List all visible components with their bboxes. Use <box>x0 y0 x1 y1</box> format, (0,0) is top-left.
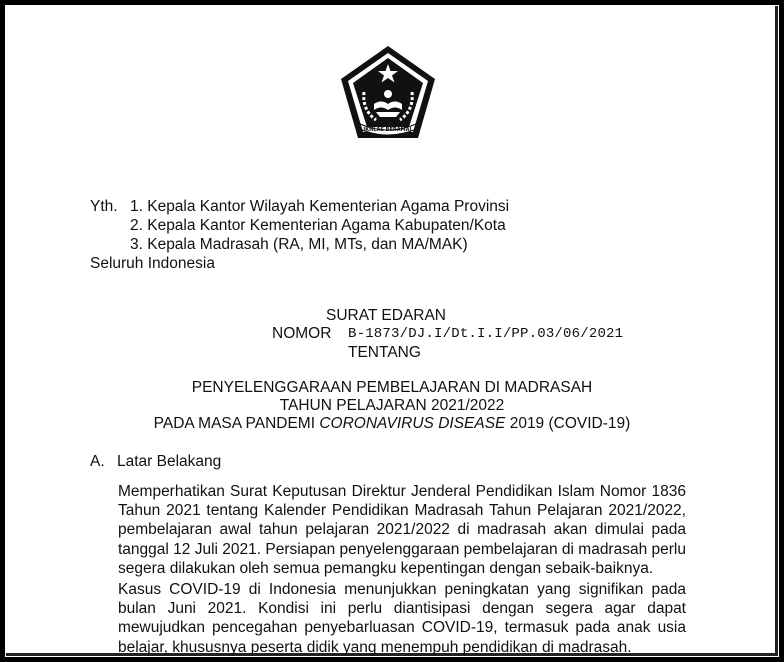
paragraph-2-line-3: mewujudkan pencegahan penyebarluasan COVID-19, termasuk pada anak usia <box>118 619 686 637</box>
recipient-item-3: 3. Kepala Madrasah (RA, MI, MTs, dan MA/MAK) <box>130 236 468 253</box>
emblem-motto: IKHLAS BERAMAL <box>363 127 413 133</box>
paragraph-2 <box>118 580 686 657</box>
paragraph-1 <box>118 482 686 578</box>
recipient-item-2: 2. Kepala Kantor Kementerian Agama Kabupaten/Kota <box>130 217 506 234</box>
paragraph-2-line-2: bulan Juni 2021. Kondisi ini perlu diantisipasi dengan segera agar dapat <box>118 600 686 618</box>
paragraph-1-line-3: pembelajaran awal tahun pelajaran 2021/2022 di madrasah akan dimulai pada <box>118 521 686 539</box>
title-line-3: PADA MASA PANDEMI CORONAVIRUS DISEASE 2019 (COVID-19) <box>153 415 631 432</box>
letter-about: TENTANG <box>348 344 421 361</box>
paragraph-1-line-4: tanggal 12 Juli 2021. Persiapan penyelenggaraan pembelajaran di madrasah perlu <box>118 540 686 558</box>
paragraph-2-line-4: belajar, khususnya peserta didik yang menempuh pendidikan di madrasah. <box>118 638 632 656</box>
recipient-scope: Seluruh Indonesia <box>90 255 215 272</box>
letter-number-label: NOMOR <box>272 325 332 342</box>
paragraph-1-line-1: Memperhatikan Surat Keputusan Direktur Jenderal Pendidikan Islam Nomor 1836 <box>118 483 686 500</box>
paragraph-2-line-1: Kasus COVID-19 di Indonesia menunjukkan peningkatan yang signifikan pada <box>118 581 686 598</box>
recipient-item-1: 1. Kepala Kantor Wilayah Kementerian Agama Provinsi <box>130 198 510 215</box>
title-line-2: TAHUN PELAJARAN 2021/2022 <box>279 397 505 414</box>
section-a-heading: Latar Belakang <box>117 453 222 470</box>
paragraph-1-line-2: Tahun 2021 tentang Kalender Pendidikan Madrasah Tahun Pelajaran 2021/2022, <box>118 502 686 520</box>
letter-number-value: B-1873/DJ.I/Dt.I.I/PP.03/06/2021 <box>348 326 624 342</box>
paragraph-1-line-5: segera dilakukan oleh semua pemangku kepentingan dengan sebaik-baiknya. <box>118 559 654 577</box>
title-line-1: PENYELENGGARAAN PEMBELAJARAN DI MADRASAH <box>191 379 593 396</box>
letter-type: SURAT EDARAN <box>326 307 447 324</box>
recipient-yth: Yth. <box>90 198 118 215</box>
kementerian-agama-emblem-icon <box>338 44 438 142</box>
section-a-letter: A. <box>90 453 105 470</box>
